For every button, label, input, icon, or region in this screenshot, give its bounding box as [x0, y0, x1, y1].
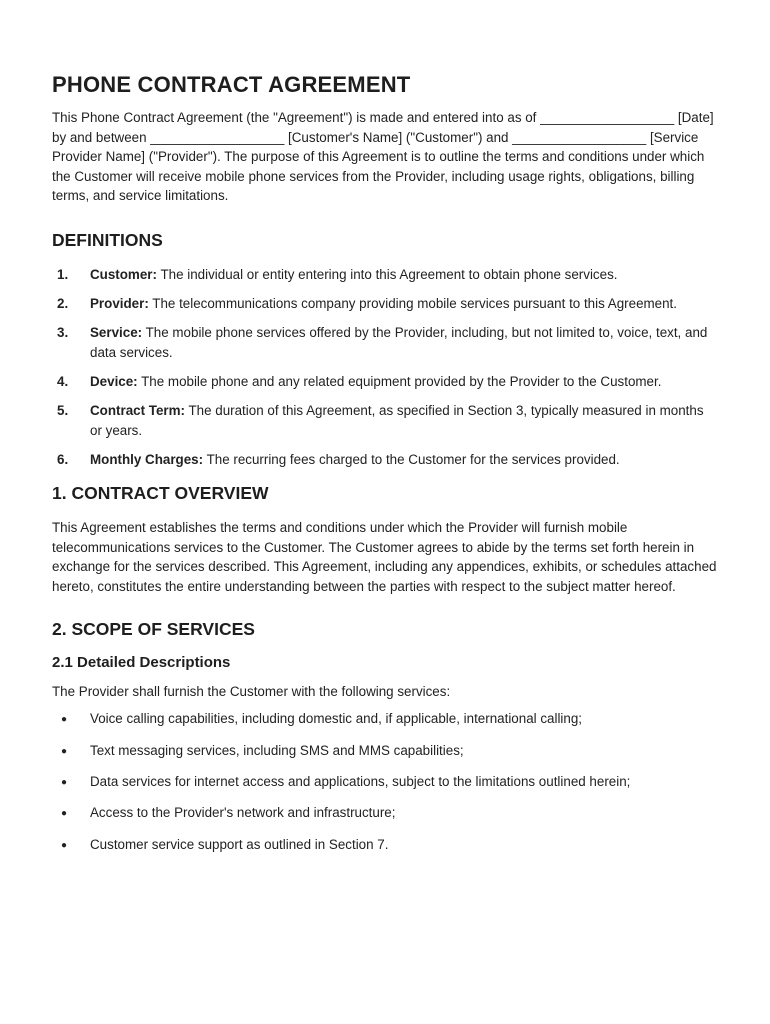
service-item: [52, 741, 718, 763]
service-item: [52, 803, 718, 825]
bullet-icon: ●: [61, 839, 68, 851]
definition-term: Device:: [90, 373, 138, 389]
definition-item: [52, 294, 718, 314]
definition-number: 5.: [57, 402, 69, 418]
definition-term: Contract Term:: [90, 402, 185, 418]
services-lead-text: The Provider shall furnish the Customer with the following services:: [52, 683, 451, 699]
definition-text: The individual or entity entering into this Agreement to obtain phone services.: [156, 266, 618, 282]
service-item: [52, 709, 718, 731]
definition-term: Customer:: [90, 266, 157, 282]
definition-number: 1.: [57, 266, 69, 282]
service-text: Voice calling capabilities, including domestic and, if applicable, international calling;: [90, 711, 583, 727]
service-text: Text messaging services, including SMS and MMS capabilities;: [90, 742, 464, 758]
definition-item: [52, 265, 718, 285]
scope-of-services-heading: 2. SCOPE OF SERVICES: [52, 618, 255, 639]
definitions-heading: DEFINITIONS: [52, 229, 163, 250]
service-text: Customer service support as outlined in Section 7.: [90, 836, 389, 852]
definition-number: 3.: [57, 325, 69, 341]
bullet-icon: ●: [61, 745, 68, 757]
definition-item: [52, 323, 718, 362]
services-list: [52, 709, 718, 857]
definition-item: [52, 450, 718, 470]
definition-text: The mobile phone and any related equipment provided by the Provider to the Customer.: [137, 373, 662, 389]
definition-item: [52, 401, 718, 440]
definition-term: Service:: [90, 325, 143, 341]
service-text: Access to the Provider's network and infrastructure;: [90, 805, 396, 821]
definition-number: 4.: [57, 373, 69, 389]
bullet-icon: ●: [61, 776, 68, 788]
definition-number: 2.: [57, 296, 69, 312]
definition-item: [52, 372, 718, 392]
definition-text: The duration of this Agreement, as specified in Section 3, typically measured in months or years.: [90, 402, 704, 438]
definition-number: 6.: [57, 451, 69, 467]
intro-paragraph: This Phone Contract Agreement (the "Agreement") is made and entered into as of __________________ [Date] by and between __________________ [Customer's Name] ("Customer") and __________________ [Service Provider Name] ("Provider"). The purpose of this Agreement is to outline the terms and conditions under which the Customer will receive mobile phone services from the Provider, including usage rights, obligations, billing terms, and service limitations.: [52, 110, 714, 204]
contract-overview-paragraph: This Agreement establishes the terms and conditions under which the Provider will furnish mobile telecommunications services to the Customer. The Customer agrees to abide by the terms set forth herein in exchange for the services described. This Agreement, including any appendices, exhibits, or schedules attached hereto, constitutes the entire understanding between the parties with respect to the subject matter hereof.: [52, 520, 717, 594]
definition-text: The mobile phone services offered by the Provider, including, but not limited to, voice, text, and data services.: [90, 325, 708, 360]
service-text: Data services for internet access and applications, subject to the limitations outlined herein;: [90, 773, 631, 789]
bullet-icon: ●: [61, 808, 68, 820]
definition-text: The recurring fees charged to the Customer for the services provided.: [203, 451, 620, 467]
service-item: [52, 835, 718, 857]
service-item: [52, 772, 718, 794]
bullet-icon: ●: [61, 714, 68, 726]
definition-term: Provider:: [90, 296, 149, 312]
definition-term: Monthly Charges:: [90, 451, 204, 467]
definition-text: The telecommunications company providing mobile services pursuant to this Agreement.: [148, 296, 678, 312]
document-title: PHONE CONTRACT AGREEMENT: [52, 72, 411, 97]
definitions-list: [52, 265, 718, 469]
contract-overview-heading: 1. CONTRACT OVERVIEW: [52, 483, 269, 504]
detailed-descriptions-heading: 2.1 Detailed Descriptions: [52, 653, 231, 671]
